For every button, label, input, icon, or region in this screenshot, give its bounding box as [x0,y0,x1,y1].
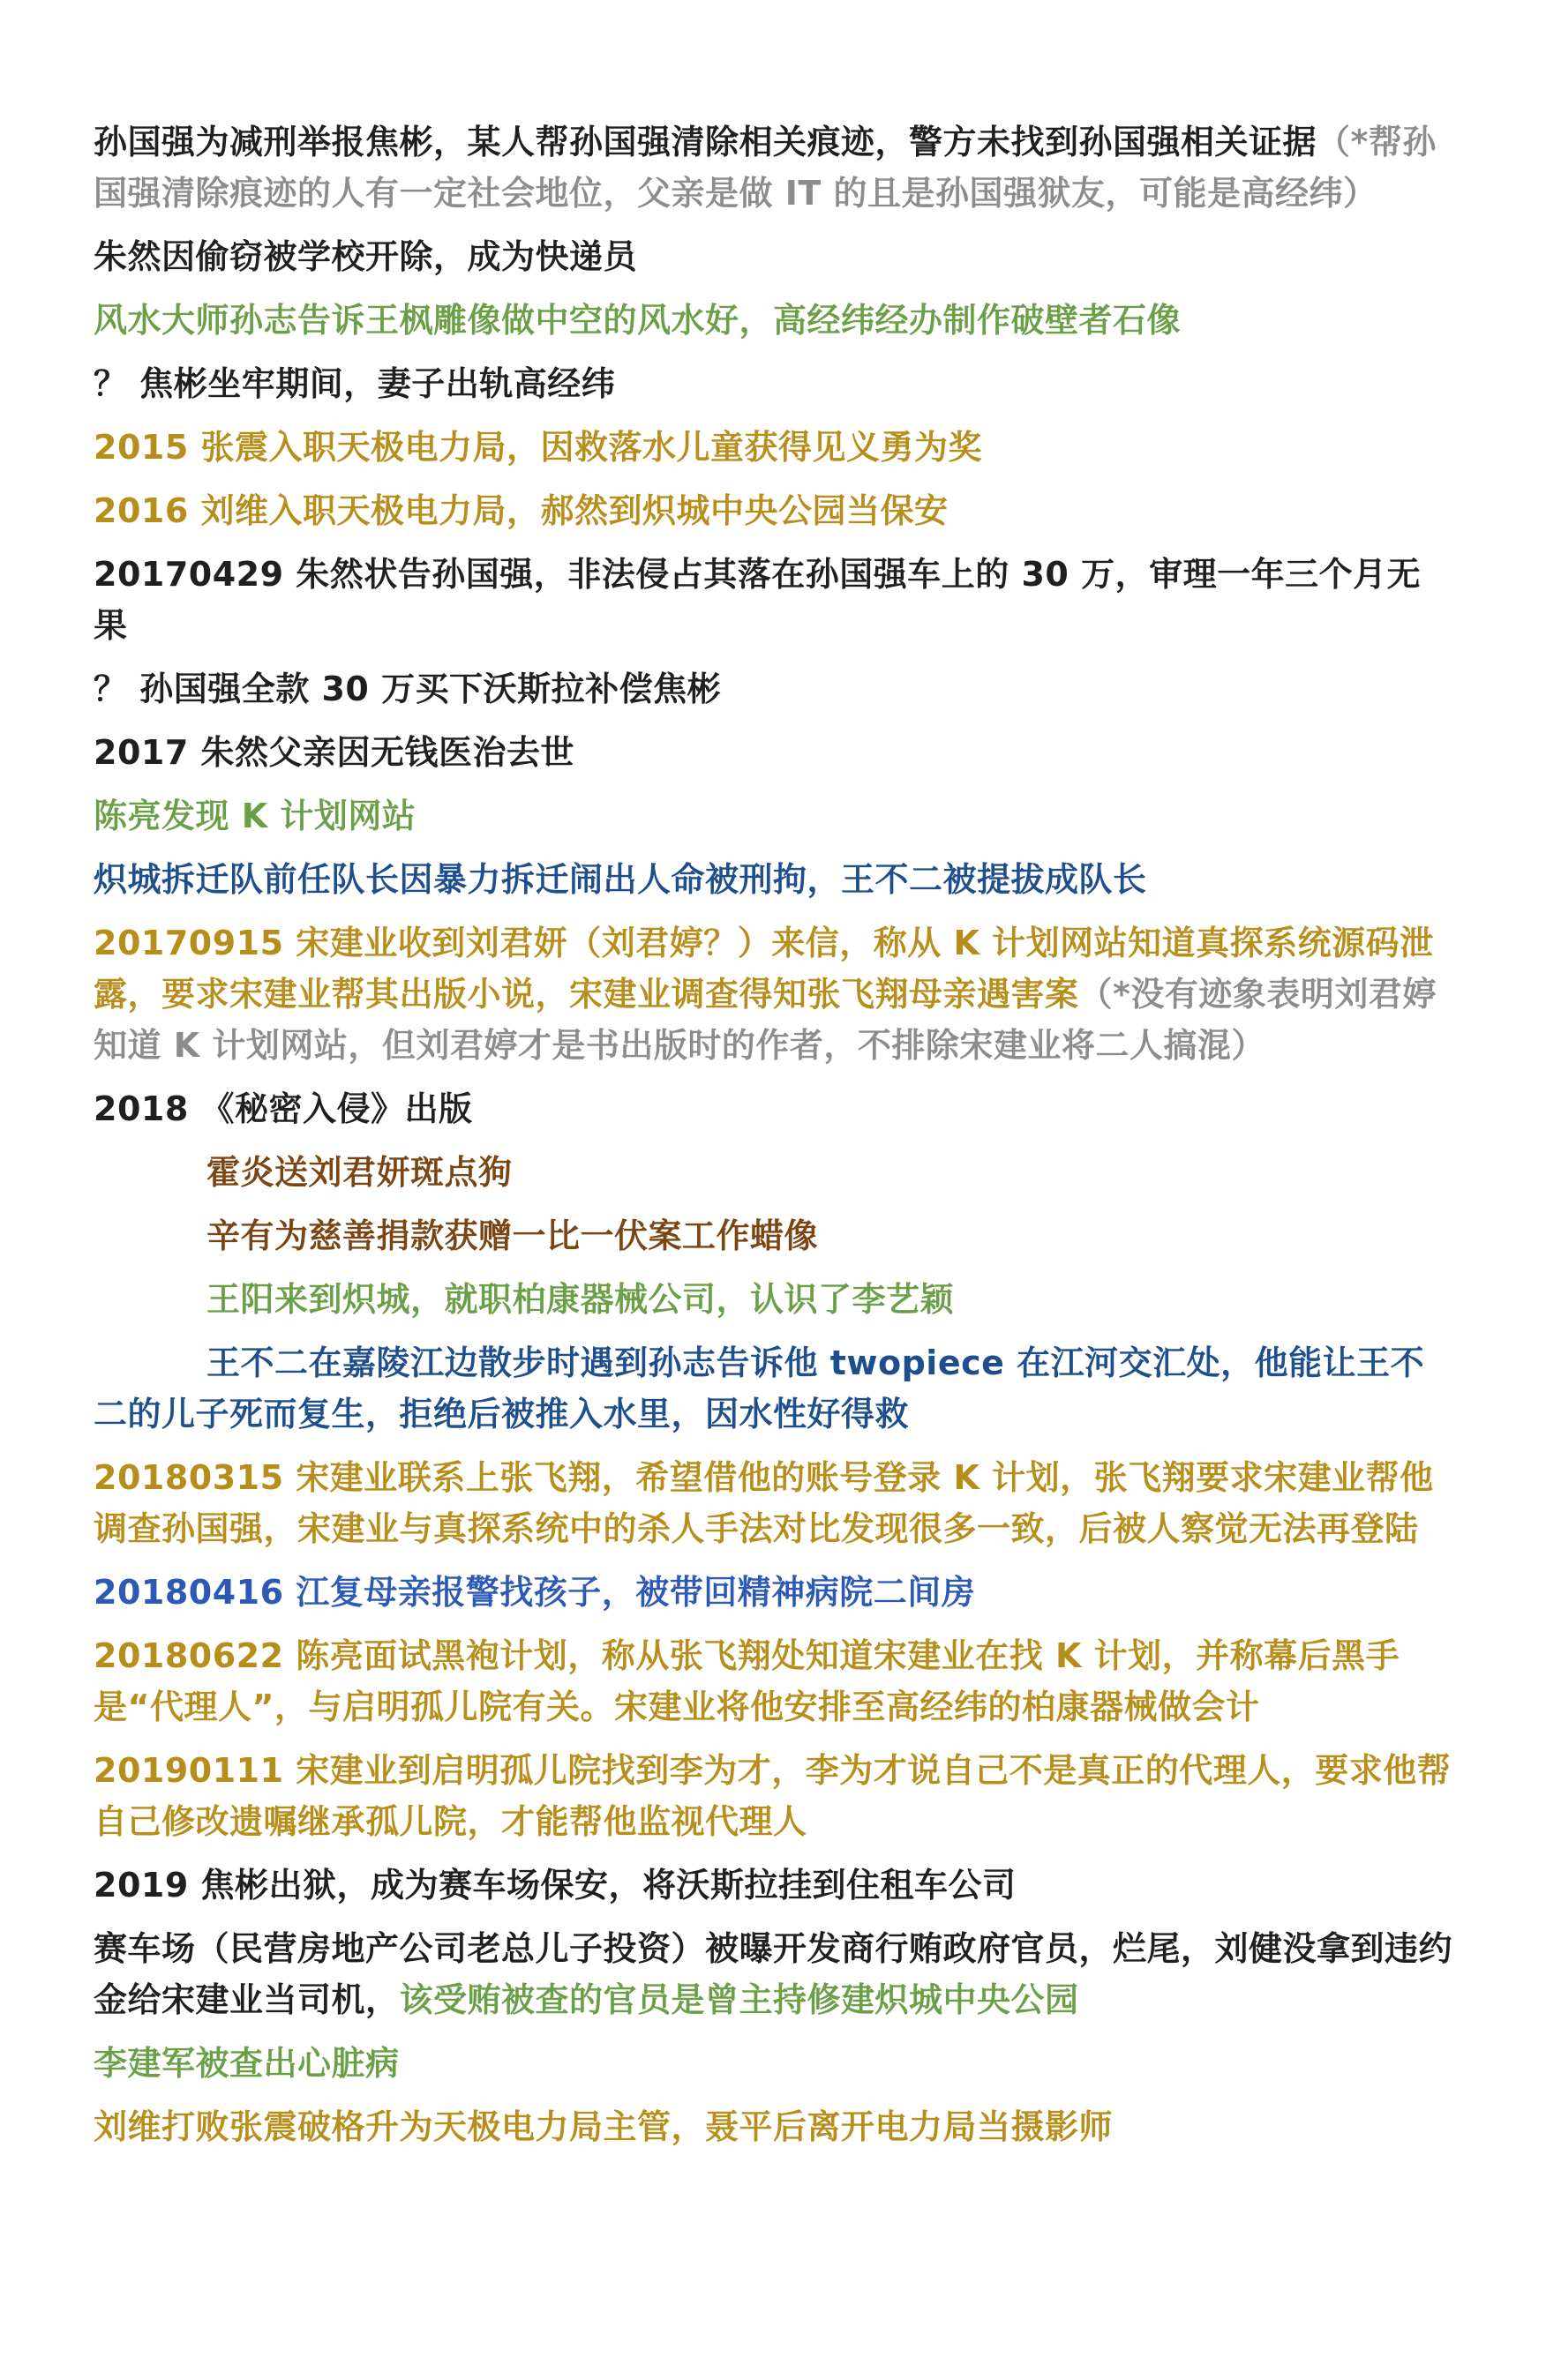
text-run: ？ 焦彬坐牢期间，妻子出轨高经纬 [94,364,616,403]
text-run: 20180622 陈亮面试黑袍计划，称从张飞翔处知道宋建业在找 K 计划，并称幕后黑手是“代理人”，与启明孤儿院有关。宋建业将他安排至高经纬的柏康器械做会计 [94,1636,1400,1726]
text-run: 炽城拆迁队前任队长因暴力拆迁闹出人命被刑拘，王不二被提拔成队长 [94,860,1147,899]
text-run: ？ 孙国强全款 30 万买下沃斯拉补偿焦彬 [94,670,722,708]
paragraph-20 [94,1630,1454,1733]
paragraph-1 [94,116,1454,219]
paragraph-23 [94,1923,1454,2025]
text-run: 陈亮发现 K 计划网站 [94,797,417,835]
paragraph-13 [94,1083,1454,1134]
document-body [94,116,1454,2152]
text-run: 2015 张震入职天极电力局，因救落水儿童获得见义勇为奖 [94,428,982,467]
paragraph-16 [94,1274,1454,1325]
text-run: 辛有为慈善捐款获赠一比一伏案工作蜡像 [206,1216,819,1255]
text-run: 刘维打败张震破格升为天极电力局主管，聂平后离开电力局当摄影师 [94,2107,1114,2146]
text-run: （*没有迹象表明刘君婷知道 K 计划网站，但刘君婷才是书出版时的作者，不排除宋建业将二人搞混） [94,975,1437,1065]
paragraph-8 [94,663,1454,715]
text-run: 王不二在嘉陵江边散步时遇到孙志告诉他 twopiece 在江河交汇处，他能让王不二的儿子死而复生，拒绝后被推入水里，因水性好得救 [94,1343,1425,1433]
text-run: 霍炎送刘君妍斑点狗 [206,1153,513,1192]
text-run: 孙国强为减刑举报焦彬，某人帮孙国强清除相关痕迹，警方未找到孙国强相关证据 [94,123,1317,161]
paragraph-9 [94,727,1454,778]
paragraph-3 [94,295,1454,346]
text-run: 李建军被查出心脏病 [94,2044,400,2083]
text-run: 朱然因偷窃被学校开除，成为快递员 [94,237,638,276]
text-run: 20170429 朱然状告孙国强，非法侵占其落在孙国强车上的 30 万，审理一年三个月无果 [94,555,1422,645]
text-run: 2019 焦彬出狱，成为赛车场保安，将沃斯拉挂到住租车公司 [94,1866,1017,1905]
paragraph-11 [94,854,1454,905]
paragraph-19 [94,1567,1454,1618]
paragraph-21 [94,1745,1454,1847]
text-run: 王阳来到炽城，就职柏康器械公司，认识了李艺颖 [206,1280,955,1319]
text-run: （*帮孙国强清除痕迹的人有一定社会地位，父亲是做 IT 的且是孙国强狱友，可能是高经纬） [94,123,1437,213]
paragraph-2 [94,231,1454,282]
paragraph-10 [94,790,1454,842]
paragraph-6 [94,485,1454,536]
top-edge [0,0,1546,5]
paragraph-25 [94,2101,1454,2152]
paragraph-17 [94,1337,1454,1440]
paragraph-12 [94,917,1454,1071]
text-run: 2016 刘维入职天极电力局，郝然到炽城中央公园当保安 [94,491,949,530]
paragraph-24 [94,2038,1454,2089]
text-run: 20180416 江复母亲报警找孩子，被带回精神病院二间房 [94,1573,976,1612]
paragraph-14 [94,1147,1454,1198]
paragraph-5 [94,422,1454,473]
paragraph-18 [94,1452,1454,1554]
text-run: 20190111 宋建业到启明孤儿院找到李为才，李为才说自己不是真正的代理人，要求他帮自己修改遗嘱继承孤儿院，才能帮他监视代理人 [94,1751,1452,1841]
text-run: 20170915 宋建业收到刘君妍（刘君婷？）来信，称从 K 计划网站知道真探系统源码泄露，要求宋建业帮其出版小说，宋建业调查得知张飞翔母亲遇害案 [94,924,1434,1014]
paragraph-4 [94,358,1454,409]
paragraph-7 [94,549,1454,651]
paragraph-15 [94,1210,1454,1261]
text-run: 2018 《秘密入侵》出版 [94,1089,473,1128]
text-run: 2017 朱然父亲因无钱医治去世 [94,733,574,772]
text-run: 风水大师孙志告诉王枫雕像做中空的风水好，高经纬经办制作破壁者石像 [94,301,1182,340]
text-run: 该受贿被查的官员是曾主持修建炽城中央公园 [399,1980,1079,2019]
paragraph-22 [94,1860,1454,1911]
text-run: 赛车场（民营房地产公司老总儿子投资）被曝开发商行贿政府官员，烂尾，刘健没拿到违约金给宋建业当司机， [94,1929,1453,2019]
text-run: 20180315 宋建业联系上张飞翔，希望借他的账号登录 K 计划，张飞翔要求宋建业帮他调查孙国强，宋建业与真探系统中的杀人手法对比发现很多一致，后被人察觉无法再登陆 [94,1458,1434,1548]
